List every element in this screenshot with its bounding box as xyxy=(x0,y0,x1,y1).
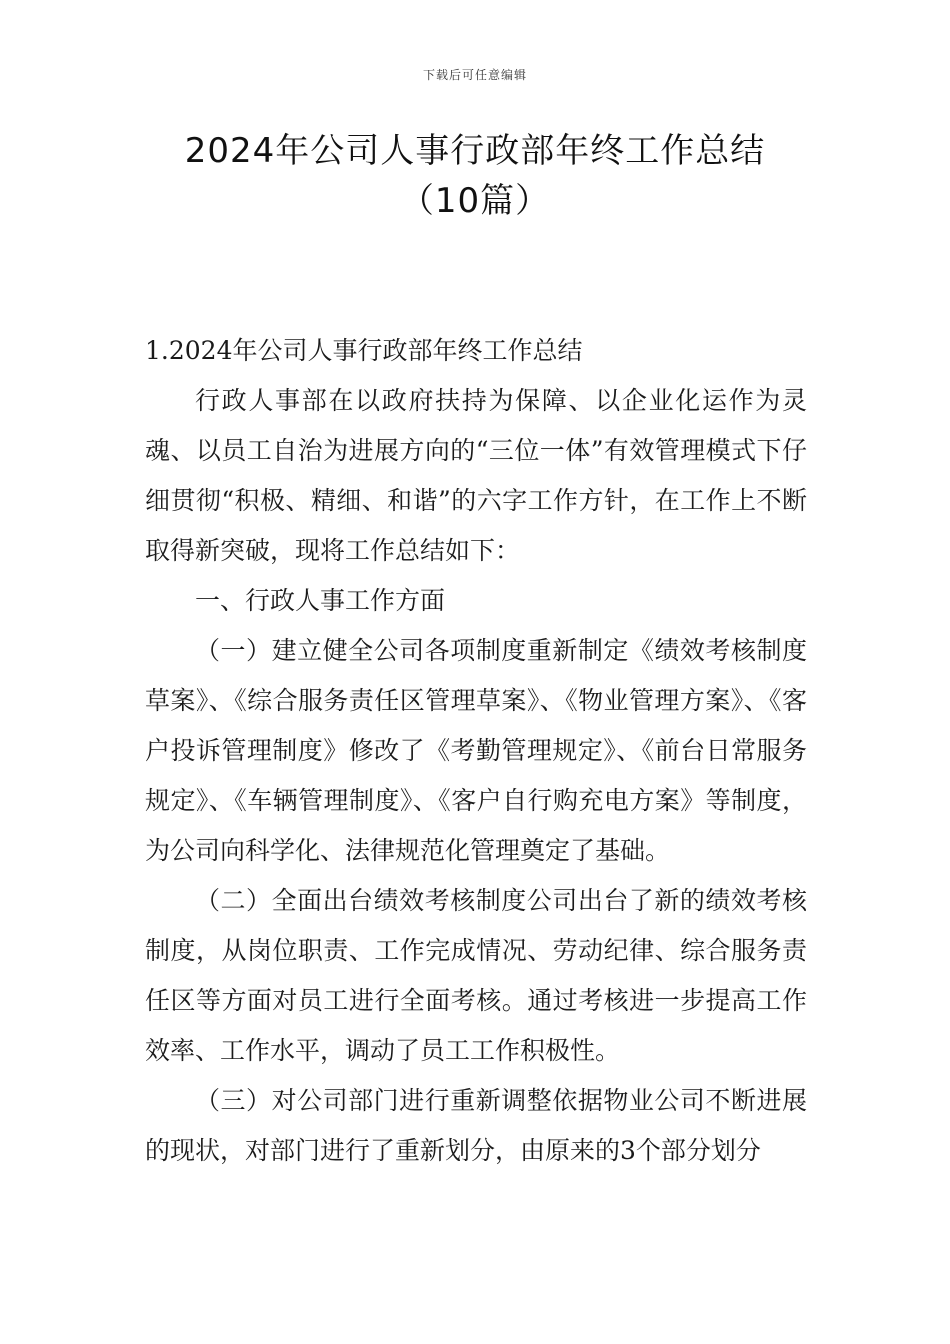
paragraph-item-3: （三）对公司部门进行重新调整依据物业公司不断进展的现状，对部门进行了重新划分，由原来的3个部分划分 xyxy=(145,1086,807,1165)
paragraph-item-1: （一）建立健全公司各项制度重新制定《绩效考核制度草案》、《综合服务责任区管理草案》、《物业管理方案》、《客户投诉管理制度》修改了《考勤管理规定》、《前台日常服务规定》、《车辆管理制度》、《客户自行购充电方案》等制度，为公司向科学化、法律规范化管理奠定了基础。 xyxy=(145,636,807,865)
paragraph-intro: 行政人事部在以政府扶持为保障、以企业化运作为灵魂、以员工自治为进展方向的“三位一体”有效管理模式下仔细贯彻“积极、精细、和谐”的六字工作方针，在工作上不断取得新突破，现将工作总结如下： xyxy=(145,386,807,565)
document-title: 2024年公司人事行政部年终工作总结（10篇） xyxy=(184,131,766,221)
paragraph-item-2: （二）全面出台绩效考核制度公司出台了新的绩效考核制度，从岗位职责、工作完成情况、劳动纪律、综合服务责任区等方面对员工进行全面考核。通过考核进一步提高工作效率、工作水平，调动了员工工作积极性。 xyxy=(145,886,807,1065)
section-heading: 1.2024年公司人事行政部年终工作总结 xyxy=(145,336,583,365)
section-heading-admin: 一、行政人事工作方面 xyxy=(195,586,446,615)
document-body xyxy=(145,326,807,1176)
header-note: 下载后可任意编辑 xyxy=(422,68,527,82)
